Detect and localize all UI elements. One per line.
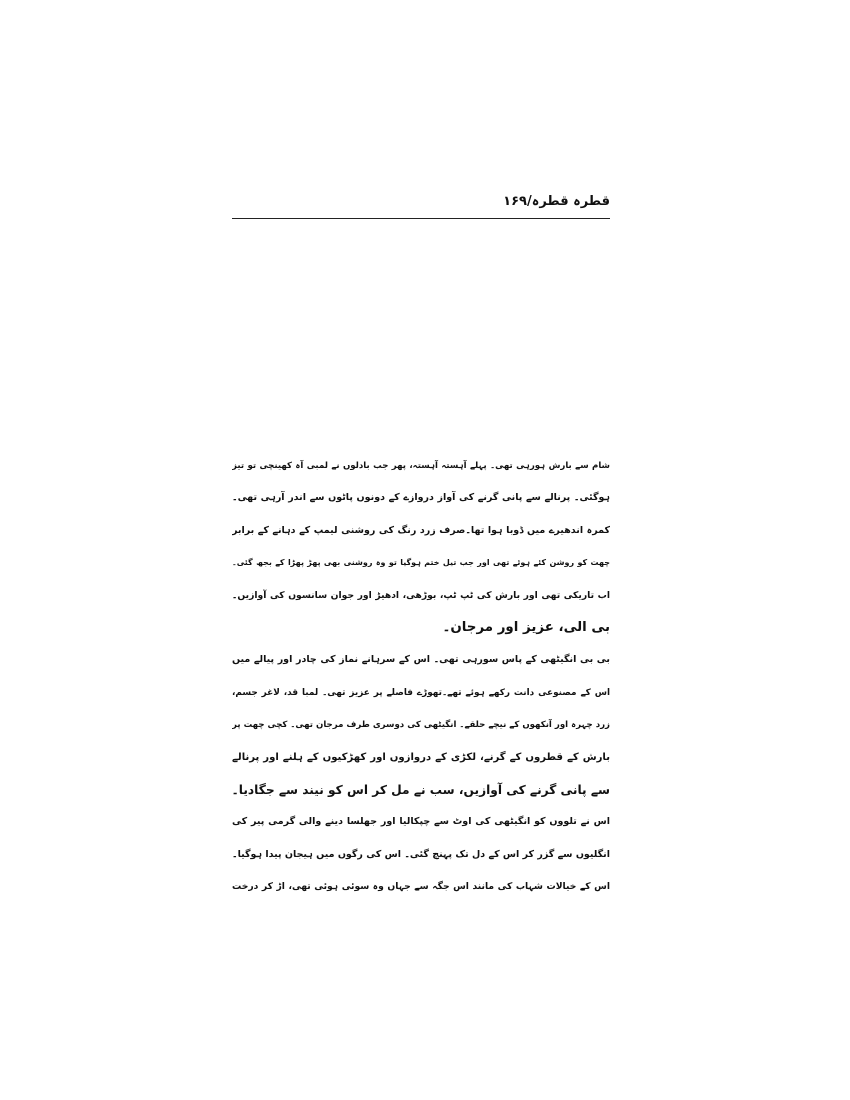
running-title: قطرہ قطرہ/۱۶۹ [503,194,610,209]
text-line: بی الی، عزیز اور مرجان۔ [442,619,610,635]
text-line: بارش کے قطروں کے گرنے، لکڑی کے دروازوں اور کھڑکیوں کے ہلنے اور پرنالے [232,751,610,763]
text-line: اس کے خیالات شہاب کی مانند اس جگہ سے جہاں وہ سوئی ہوئی تھی، اڑ کر درخت [232,881,610,893]
text-line: بی بی انگیٹھی کے پاس سورہی تھی۔ اس کے سرہانے نماز کی چادر اور پیالے میں [232,654,610,666]
text-line: انگلیوں سے گزر کر اس کے دل تک پہنچ گئی۔ اس کی رگوں میں ہیجان پیدا ہوگیا۔ [232,848,610,860]
body-text [232,450,610,903]
text-line: اس نے تلووں کو انگیٹھی کی اوٹ سے چپکالیا اور جھلسا دینے والی گرمی پیر کی [232,816,610,828]
text-line: سے پانی گرنے کی آوازیں، سب نے مل کر اس کو نیند سے جگادیا۔ [232,782,610,797]
text-line: اب تاریکی تھی اور بارش کی ٹپ ٹپ، بوڑھی، ادھیڑ اور جوان سانسوں کی آوازیں۔ [232,589,610,601]
text-line: چھت کو روشن کئے ہوئے تھی اور جب تیل ختم ہوگیا تو وہ روشنی بھی پھڑ پھڑا کے بجھ گئی۔ [232,558,610,568]
text-line: شام سے بارش ہورہی تھی۔ پہلے آہستہ آہستہ، پھر جب بادلوں نے لمبی آہ کھینچی تو تیز [232,461,610,471]
text-line: زرد چہرہ اور آنکھوں کے نیچے حلقے۔ انگیٹھی کی دوسری طرف مرجان تھی۔ کچی چھت پر [232,720,610,731]
text-line: اس کے مصنوعی دانت رکھے ہوئے تھے۔تھوڑے فاصلے پر عزیز تھی۔ لمبا قد، لاغر جسم، [232,687,610,698]
running-header [232,190,610,219]
text-line: ہوگئی۔ پرنالے سے پانی گرنے کی آواز دروازے کے دونوں پاٹوں سے اندر آرہی تھی۔ [232,492,610,504]
text-line: کمرہ اندھیرے میں ڈوبا ہوا تھا۔صرف زرد رنگ کی روشنی لیمپ کے دہانے کے برابر [232,524,610,536]
